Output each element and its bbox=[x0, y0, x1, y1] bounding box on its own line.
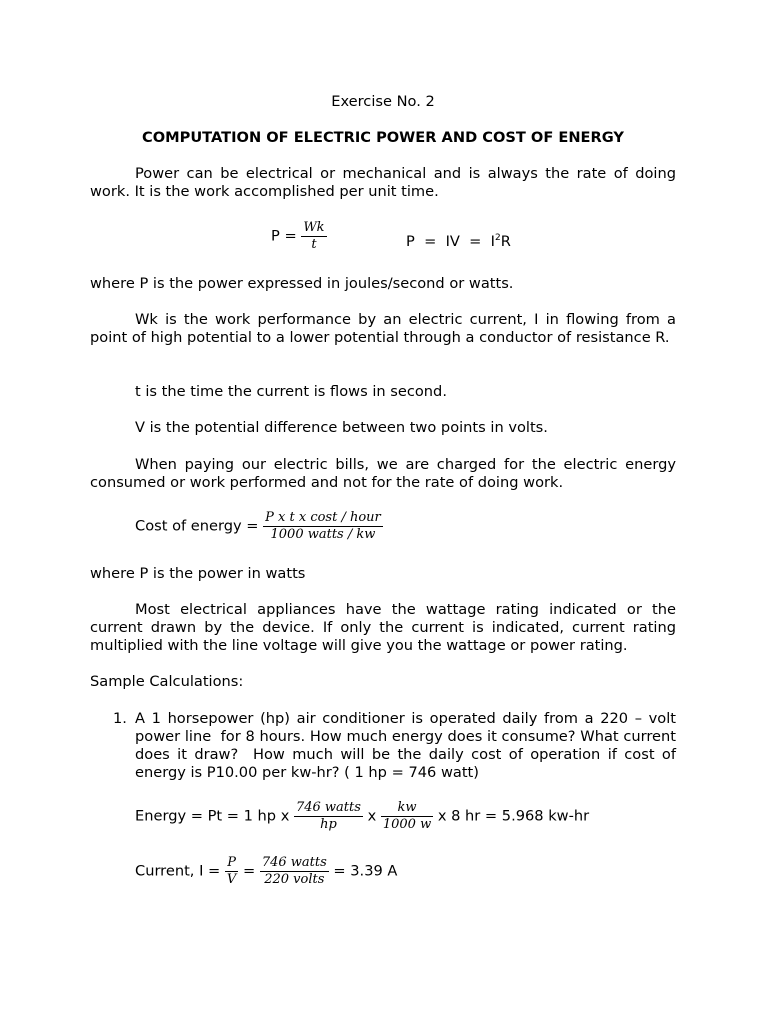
bills-paragraph: When paying our electric bills, we are charged for the electric energy consumed or work performed and not for the rate of doing work. bbox=[90, 456, 676, 491]
current-equation bbox=[135, 855, 397, 888]
formula-lhs: P = bbox=[271, 227, 297, 245]
energy-frac2-num: kw bbox=[381, 800, 433, 817]
power-formula-current bbox=[406, 229, 511, 251]
where-p-watts: where P is the power in watts bbox=[90, 565, 306, 582]
where-p-definition: where P is the power expressed in joules/second or watts. bbox=[90, 275, 514, 292]
formula2-text: P = IV = I bbox=[406, 232, 495, 250]
energy-lhs: Energy = Pt = 1 hp x bbox=[135, 807, 290, 825]
energy-frac1-den: hp bbox=[320, 817, 337, 832]
problem-text: A 1 horsepower (hp) air conditioner is operated daily from a 220 – volt power line for 8 hours. How much energy does it consume? What current does it draw? How much will be the daily cost of operation if cost of energy is P10.00 per kw-hr? ( 1 hp = 746 watt) bbox=[135, 710, 681, 781]
intro-paragraph: Power can be electrical or mechanical and is always the rate of doing work. It is the work accomplished per unit time. bbox=[90, 165, 676, 200]
v-definition: V is the potential difference between two points in volts. bbox=[135, 419, 548, 436]
cost-formula-lhs: Cost of energy = bbox=[135, 517, 259, 535]
energy-frac2-den: 1000 w bbox=[382, 817, 432, 832]
current-frac2-den: 220 volts bbox=[264, 872, 325, 887]
document-heading: COMPUTATION OF ELECTRIC POWER AND COST OF ENERGY bbox=[142, 129, 624, 146]
current-equals: = bbox=[242, 862, 256, 880]
energy-fraction-watts-per-hp bbox=[294, 800, 363, 833]
wk-definition: Wk is the work performance by an electric current, I in flowing from a point of high potential to a lower potential through a conductor of resistance R. bbox=[90, 311, 676, 346]
cost-fraction-denominator: 1000 watts / kw bbox=[270, 527, 376, 542]
t-definition: t is the time the current is flows in second. bbox=[135, 383, 447, 400]
energy-result: x 8 hr = 5.968 kw-hr bbox=[437, 807, 590, 825]
power-formula-work bbox=[271, 220, 327, 253]
current-lhs: Current, I = bbox=[135, 862, 221, 880]
current-fraction-values bbox=[260, 855, 329, 888]
energy-equation bbox=[135, 800, 589, 833]
exercise-title: Exercise No. 2 bbox=[331, 93, 435, 110]
energy-fraction-kw-per-w bbox=[381, 800, 433, 833]
current-frac1-num: P bbox=[225, 855, 238, 872]
appliances-paragraph: Most electrical appliances have the wattage rating indicated or the current drawn by the device. If only the current is indicated, current rating multiplied with the line voltage will give you the wattage or power rating. bbox=[90, 601, 676, 654]
formula2-tail: R bbox=[500, 232, 511, 250]
problem-number: 1. bbox=[113, 710, 127, 727]
current-frac1-den: V bbox=[226, 872, 237, 887]
energy-frac1-num: 746 watts bbox=[295, 800, 361, 815]
energy-times: x bbox=[367, 807, 377, 825]
fraction-numerator: Wk bbox=[303, 220, 325, 235]
current-result: = 3.39 A bbox=[333, 862, 398, 880]
fraction-wk-over-t bbox=[301, 220, 326, 253]
formula2-superscript: 2 bbox=[494, 233, 501, 243]
current-frac2-num: 746 watts bbox=[261, 855, 327, 870]
cost-fraction bbox=[263, 510, 383, 543]
current-fraction-p-over-v bbox=[225, 855, 238, 888]
cost-fraction-numerator: P x t x cost / hour bbox=[265, 510, 381, 525]
sample-calculations-label: Sample Calculations: bbox=[90, 673, 244, 690]
cost-of-energy-formula bbox=[135, 510, 383, 543]
fraction-denominator: t bbox=[311, 237, 317, 252]
